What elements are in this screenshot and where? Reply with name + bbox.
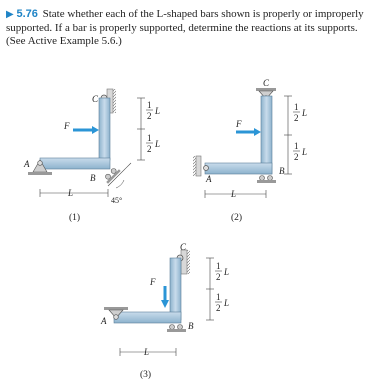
- bar-horizontal: [205, 163, 272, 174]
- half-den-2: 2: [216, 303, 221, 313]
- problem-marker-icon: ▶: [6, 9, 14, 20]
- half-num-1: 1: [147, 100, 152, 110]
- label-l: L: [144, 347, 150, 357]
- label-a: A: [206, 174, 212, 184]
- roller-support-b-icon: [170, 325, 175, 330]
- label-c: C: [92, 94, 99, 104]
- bar-vertical: [170, 258, 181, 320]
- half-num-1: 1: [216, 261, 221, 271]
- half-l-1: L: [302, 108, 308, 118]
- caption-1: (1): [69, 213, 81, 223]
- figure-2: [193, 78, 307, 223]
- label-l: L: [231, 189, 237, 199]
- half-num-1: 1: [294, 102, 299, 112]
- problem-number: 5.76: [16, 8, 38, 20]
- wall-hatch: [113, 89, 116, 113]
- label-b: B: [90, 173, 96, 183]
- label-c: C: [263, 78, 270, 88]
- wall-support-a: [196, 156, 201, 176]
- label-b: B: [188, 321, 194, 331]
- half-den-2: 2: [294, 152, 299, 162]
- wall-support-c: [181, 250, 187, 274]
- caption-2: (2): [231, 213, 243, 223]
- bar-horizontal: [114, 312, 181, 323]
- half-den-1: 2: [294, 113, 299, 123]
- bar-horizontal: [40, 158, 110, 169]
- half-den-1: 2: [147, 111, 152, 121]
- label-f: F: [150, 277, 156, 287]
- label-a: A: [101, 316, 107, 326]
- label-f: F: [236, 119, 242, 129]
- half-num-2: 1: [147, 133, 152, 143]
- half-l-2: L: [302, 147, 308, 157]
- half-den-2: 2: [147, 144, 152, 154]
- bar-vertical: [261, 96, 272, 174]
- label-f: F: [64, 121, 70, 131]
- ceiling-c: [256, 88, 276, 91]
- half-num-2: 1: [294, 141, 299, 151]
- half-den-1: 2: [216, 272, 221, 282]
- label-c: C: [180, 242, 187, 252]
- half-l-1: L: [155, 106, 161, 116]
- label-angle: 45°: [111, 196, 123, 205]
- pin-a-icon: [204, 166, 209, 171]
- half-l-2: L: [224, 298, 230, 308]
- figure-1: [23, 89, 160, 223]
- half-num-2: 1: [216, 292, 221, 302]
- ground-a: [104, 307, 128, 310]
- label-b: B: [279, 166, 285, 176]
- problem-text: State whether each of the L-shaped bars shown is properly or improperly supported. If a bar is properly supported, determine the reactions at its supports. (See Active Example 5.6.): [6, 8, 364, 48]
- caption-3: (3): [140, 370, 152, 380]
- ground-a: [28, 172, 52, 175]
- label-a: A: [24, 159, 30, 169]
- half-l-1: L: [224, 267, 230, 277]
- label-l: L: [68, 188, 74, 198]
- half-l-2: L: [155, 139, 161, 149]
- figure-3: [100, 242, 229, 380]
- bar-vertical: [99, 98, 110, 160]
- roller-support-b-icon: [260, 176, 265, 181]
